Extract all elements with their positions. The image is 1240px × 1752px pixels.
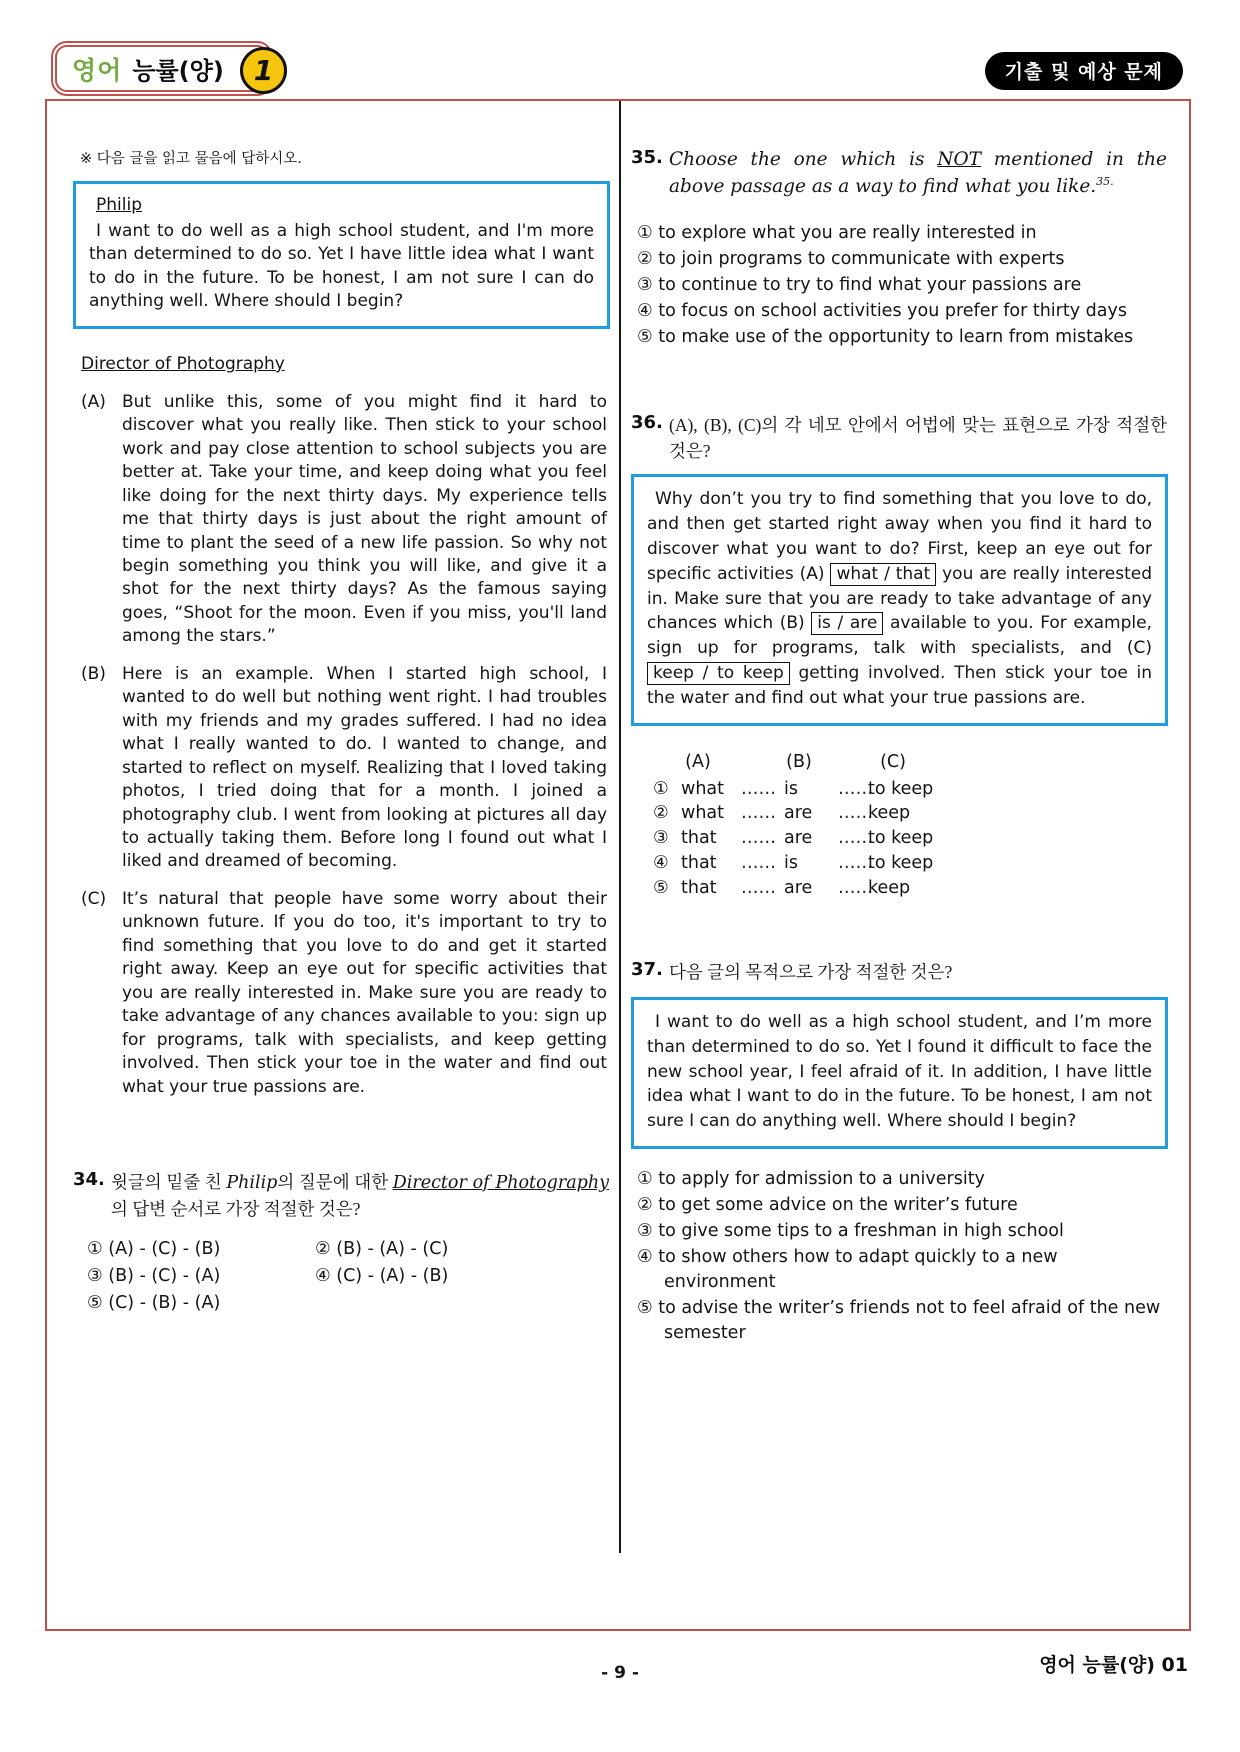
philip-box-title: Philip: [96, 195, 142, 215]
question-34-options: [87, 1237, 613, 1316]
option-35-4: ④ to focus on school activities you prefer for thirty days: [637, 300, 1127, 321]
question-34-philip: Philip: [226, 1172, 278, 1193]
question-35-number: 35.: [631, 147, 663, 168]
philip-box: [73, 181, 610, 329]
question-34-number: 34.: [73, 1168, 105, 1190]
question-35-superscript: 35.: [1096, 174, 1114, 188]
option-34-4: ④ (C) - (A) - (B): [315, 1266, 449, 1287]
question-34: [73, 1169, 613, 1223]
option-36-3-b: are: [784, 828, 813, 849]
question-34-seg2: 의 질문에 대한: [277, 1171, 393, 1192]
dots: ……: [838, 877, 873, 898]
q36-passage-seg1: Why don’t you try to find something that you love to do, and then get started right away when you find it hard to discover what you want to do? First, keep an eye out for specific activities (A): [647, 489, 1152, 584]
question-34-dop-underlined: Director of Photography: [392, 1172, 609, 1193]
q36-passage-seg2: you are really interested in. Make sure that you are ready to take advantage of any chances which (B): [647, 563, 1152, 634]
option-34-1: ① (A) - (C) - (B): [87, 1239, 221, 1260]
question-37: [631, 959, 1171, 985]
paragraph-a: [81, 391, 607, 649]
q36-choice-box-b: is / are: [811, 612, 883, 635]
option-34-2: ② (B) - (A) - (C): [315, 1239, 449, 1260]
question-34-text: [111, 1169, 613, 1223]
subject-label: 영어: [72, 55, 123, 85]
paragraph-b-text: Here is an example. When I started high school, I wanted to do well but nothing went right. I had troubles with my friends and my grades suffered. I had no idea what I really wanted to do. I wanted to change, and started to reflect on myself. Realizing that I loved taking photos, I tried doing that for a month. I joined a photography club. I went from looking at pictures all day to actually taking them. Before long I found out what I liked and dreamed of becoming.: [122, 663, 607, 872]
unit-number-badge: 1: [240, 47, 287, 94]
question-35-options: [637, 221, 1171, 350]
book-label: 능률(양): [132, 57, 224, 85]
option-36-4-a: that: [681, 853, 717, 874]
exam-type-tag: 기출 및 예상 문제: [985, 52, 1183, 90]
question-37-text: 다음 글의 목적으로 가장 적절한 것은?: [669, 961, 953, 982]
option-37-1: ① to apply for admission to a university: [637, 1169, 985, 1190]
q36-choice-box-a: what / that: [830, 563, 936, 586]
paragraph-a-text: But unlike this, some of you might find it hard to discover what you really like. Then stick to your school work and pay close attention to school subjects you are better at. Take your time, and keep doing what you feel like doing for the next thirty days. My experience tells me that thirty days is just about the right amount of time to plant the seed of a new life passion. So why not begin something you think you will like, and give it a shot for the next thirty days? As the famous saying goes, “Shoot for the moon. Even if you miss, you'll land among the stars.”: [122, 391, 607, 647]
answer-table-header: [631, 750, 1171, 775]
question-35-not-underlined: NOT: [937, 149, 981, 170]
option-36-2-c: keep: [868, 803, 911, 824]
option-36-3-a: that: [681, 828, 717, 849]
dots: ……: [838, 778, 873, 799]
option-34-5: ⑤ (C) - (B) - (A): [87, 1293, 221, 1314]
header-b: (B): [786, 751, 812, 772]
question-36-passage: [647, 487, 1152, 710]
dots: ……: [741, 778, 776, 799]
question-36: [631, 412, 1171, 465]
content-frame: [45, 99, 1191, 1631]
option-37-3: ③ to give some tips to a freshman in high school: [637, 1221, 1064, 1242]
option-37-4: ④ to show others how to adapt quickly to a new environment: [637, 1247, 1058, 1293]
question-35-seg1: Choose the one which is: [669, 149, 938, 170]
page-number: - 9 -: [601, 1663, 639, 1683]
header-c: (C): [880, 751, 906, 772]
option-36-5-c: keep: [868, 877, 911, 898]
option-36-1-a: what: [681, 778, 724, 799]
q36-passage-seg4: getting involved. Then stick your toe in the water and find out what your true passions are.: [647, 663, 1152, 708]
right-column: [631, 101, 1171, 1346]
option-36-1-c: to keep: [868, 778, 934, 799]
q36-passage-seg3: available to you. For example, sign up for programs, talk with specialists, and (C): [647, 613, 1152, 659]
instruction-text: ※ 다음 글을 읽고 물음에 답하시오.: [80, 151, 302, 167]
footer-book-label: 영어 능률(양) 01: [1039, 1654, 1188, 1676]
paragraph-b: [81, 663, 607, 874]
option-36-1-num: ①: [653, 778, 669, 799]
option-36-5-b: are: [784, 877, 813, 898]
question-37-options: [637, 1167, 1171, 1346]
header-title-tab: [55, 45, 274, 92]
option-36-4-c: to keep: [868, 853, 934, 874]
question-34-seg3: 의 답변 순서로 가장 적절한 것은?: [111, 1199, 361, 1220]
option-36-2-num: ②: [653, 803, 669, 824]
question-37-passage: I want to do well as a high school student, and I’m more than determined to do so. Yet I found it difficult to face the new school year, I feel afraid of it. In addition, I have little idea what I want to do in the future. To be honest, I am not sure I can do anything well. Where should I begin?: [647, 1011, 1152, 1132]
option-36-2-a: what: [681, 803, 724, 824]
dots: ……: [741, 877, 776, 898]
question-36-answer-table: [631, 750, 1171, 901]
option-35-5: ⑤ to make use of the opportunity to learn from mistakes: [637, 326, 1134, 347]
dots: ……: [838, 828, 873, 849]
q36-choice-box-c: keep / to keep: [647, 662, 790, 685]
dots: ……: [741, 828, 776, 849]
question-35: [631, 147, 1171, 201]
question-37-passage-box: [631, 997, 1168, 1149]
option-36-4-b: is: [784, 853, 798, 874]
option-36-5-num: ⑤: [653, 877, 669, 898]
paragraph-b-label: (B): [81, 663, 106, 684]
dots: ……: [741, 853, 776, 874]
option-34-3: ③ (B) - (C) - (A): [87, 1266, 221, 1287]
option-35-2: ② to join programs to communicate with experts: [637, 248, 1065, 269]
paragraph-a-label: (A): [81, 391, 106, 412]
option-36-2-b: are: [784, 803, 813, 824]
paragraph-c-label: (C): [81, 888, 107, 909]
dots: ……: [741, 803, 776, 824]
option-36-4-num: ④: [653, 853, 669, 874]
dots: ……: [838, 803, 873, 824]
question-37-number: 37.: [631, 958, 663, 980]
option-37-5: ⑤ to advise the writer’s friends not to feel afraid of the new semester: [637, 1298, 1161, 1344]
column-divider: [619, 101, 621, 1553]
paragraph-c: [81, 888, 607, 1099]
option-36-1: [631, 777, 1171, 802]
option-36-5: [631, 876, 1171, 901]
question-34-seg1: 윗글의 밑줄 친: [111, 1171, 227, 1192]
option-35-3: ③ to continue to try to find what your passions are: [637, 274, 1082, 295]
option-36-3-num: ③: [653, 828, 669, 849]
question-36-number: 36.: [631, 411, 663, 433]
left-column: [73, 101, 613, 1316]
header-a: (A): [685, 751, 711, 772]
option-36-3: [631, 826, 1171, 851]
option-36-2: [631, 801, 1171, 826]
question-36-passage-box: [631, 474, 1168, 725]
option-36-1-b: is: [784, 778, 798, 799]
option-37-2: ② to get some advice on the writer’s future: [637, 1195, 1018, 1216]
dop-heading: Director of Photography: [81, 353, 285, 374]
option-36-4: [631, 851, 1171, 876]
option-36-3-c: to keep: [868, 828, 934, 849]
philip-box-body: I want to do well as a high school student, and I'm more than determined to do so. Yet I have little idea what I want to do in the future. To be honest, I am not sure I can do anything well. Where should I begin?: [89, 221, 594, 312]
option-36-5-a: that: [681, 877, 717, 898]
paragraph-c-text: It’s natural that people have some worry about their unknown future. If you do too, it's important to try to find something that you love to do and get it started right away. Keep an eye out for specific activities that you are really interested in. Make sure you are ready to take advantage of any chances available to you: sign up for programs, talk with specialists, and keep getting involved. Then stick your toe in the water and find out what your true passions are.: [122, 888, 607, 1097]
question-36-text: (A), (B), (C)의 각 네모 안에서 어법에 맞는 표현으로 가장 적절한 것은?: [669, 414, 1167, 462]
question-35-seg2: mentioned in the above passage as a way to find what you like.: [669, 149, 1168, 197]
dots: ……: [838, 853, 873, 874]
option-35-1: ① to explore what you are really interested in: [637, 222, 1037, 243]
question-35-text: [669, 147, 1171, 201]
